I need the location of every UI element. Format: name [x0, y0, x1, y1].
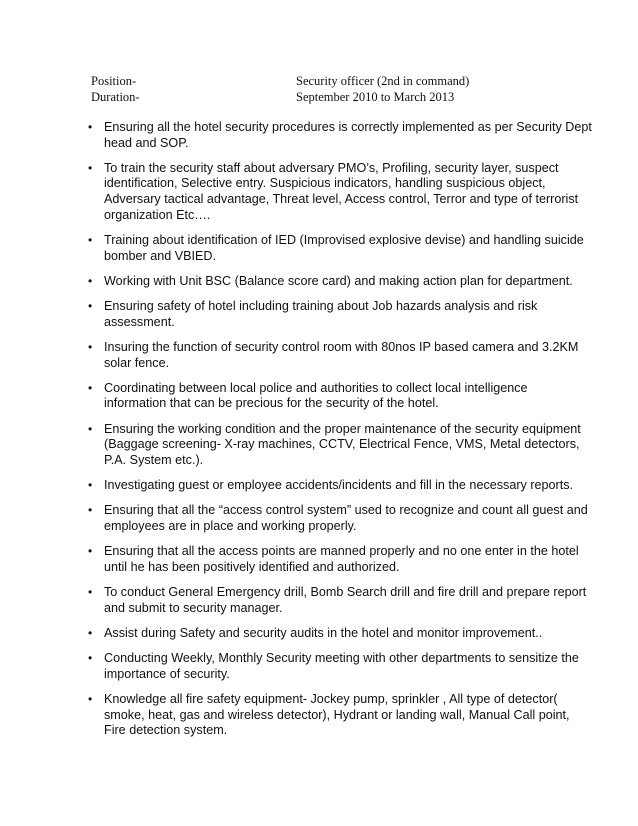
bullet-icon: •: [88, 421, 93, 436]
bullet-icon: •: [88, 160, 93, 175]
list-item: [0, 478, 592, 494]
list-item-text: Ensuring that all the “access control system” used to recognize and count all guest and employees are in place and working properly.: [104, 503, 588, 534]
list-item-text: Coordinating between local police and authorities to collect local intelligence information that can be precious for the security of the hotel.: [104, 380, 528, 411]
list-item-text: Ensuring all the hotel security procedures is correctly implemented as per Security Dept head and SOP.: [104, 120, 592, 150]
bullet-icon: •: [88, 692, 93, 707]
list-item-text: Ensuring the working condition and the proper maintenance of the security equipment (Baggage screening- X-ray machines, CCTV, Electrical Fence, VMS, Metal detectors, P.A. System etc.).: [104, 421, 581, 467]
bullet-icon: •: [88, 299, 93, 314]
duration-label: Duration-: [91, 90, 140, 104]
list-item-text: Assist during Safety and security audits in the hotel and monitor improvement..: [104, 626, 543, 641]
list-item: [0, 161, 592, 223]
list-item: [0, 120, 592, 151]
bullet-icon: •: [88, 503, 93, 518]
list-item-text: To conduct General Emergency drill, Bomb Search drill and fire drill and prepare report and submit to security manager.: [104, 585, 587, 615]
list-item: [0, 626, 592, 642]
list-item: [0, 544, 592, 575]
bullet-icon: •: [88, 232, 93, 247]
list-item-text: Investigating guest or employee accidents/incidents and fill in the necessary reports.: [104, 478, 574, 493]
position-label: Position-: [91, 74, 137, 88]
list-item: [0, 692, 592, 739]
list-item-text: Insuring the function of security control room with 80nos IP based camera and 3.2KM solar fence.: [104, 339, 579, 370]
list-item: [0, 299, 592, 330]
responsibilities-list: [0, 120, 638, 749]
bullet-icon: •: [88, 380, 93, 395]
position-value: Security officer (2nd in command): [296, 74, 470, 88]
list-item: [0, 340, 592, 371]
bullet-icon: •: [88, 478, 93, 493]
bullet-icon: •: [88, 339, 93, 354]
bullet-icon: •: [88, 585, 93, 600]
duration-value: September 2010 to March 2013: [296, 90, 455, 104]
list-item-text: Working with Unit BSC (Balance score card) and making action plan for department.: [104, 273, 573, 288]
list-item: [0, 651, 592, 682]
list-item: [0, 233, 592, 264]
list-item: [0, 274, 592, 290]
bullet-icon: •: [88, 544, 93, 559]
bullet-icon: •: [88, 626, 93, 641]
bullet-icon: •: [88, 273, 93, 288]
list-item-text: Conducting Weekly, Monthly Security meeting with other departments to sensitize the importance of security.: [104, 651, 579, 681]
bullet-icon: •: [88, 651, 93, 666]
bullet-icon: •: [88, 120, 93, 134]
list-item-text: Ensuring safety of hotel including training about Job hazards analysis and risk assessment.: [104, 299, 538, 329]
list-item-text: Training about identification of IED (Improvised explosive devise) and handling suicide bomber and VBIED.: [104, 232, 584, 263]
list-item: [0, 503, 592, 534]
list-item: [0, 585, 592, 616]
list-item-text: Ensuring that all the access points are manned properly and no one enter in the hotel until he has been positively identified and authorized.: [104, 544, 579, 574]
list-item: [0, 422, 592, 469]
list-item-text: Knowledge all fire safety equipment- Jockey pump, sprinkler , All type of detector( smoke, heat, gas and wireless detector), Hydrant or landing wall, Manual Call point, Fire detection system.: [104, 692, 570, 738]
list-item: [0, 381, 592, 412]
list-item-text: To train the security staff about adversary PMO’s, Profiling, security layer, suspect identification, Selective entry. Suspicious indicators, handling suspicious object, Adversary tactical advantage, Threat level, Access control, Terror and type of terrorist organization Etc….: [104, 160, 579, 222]
